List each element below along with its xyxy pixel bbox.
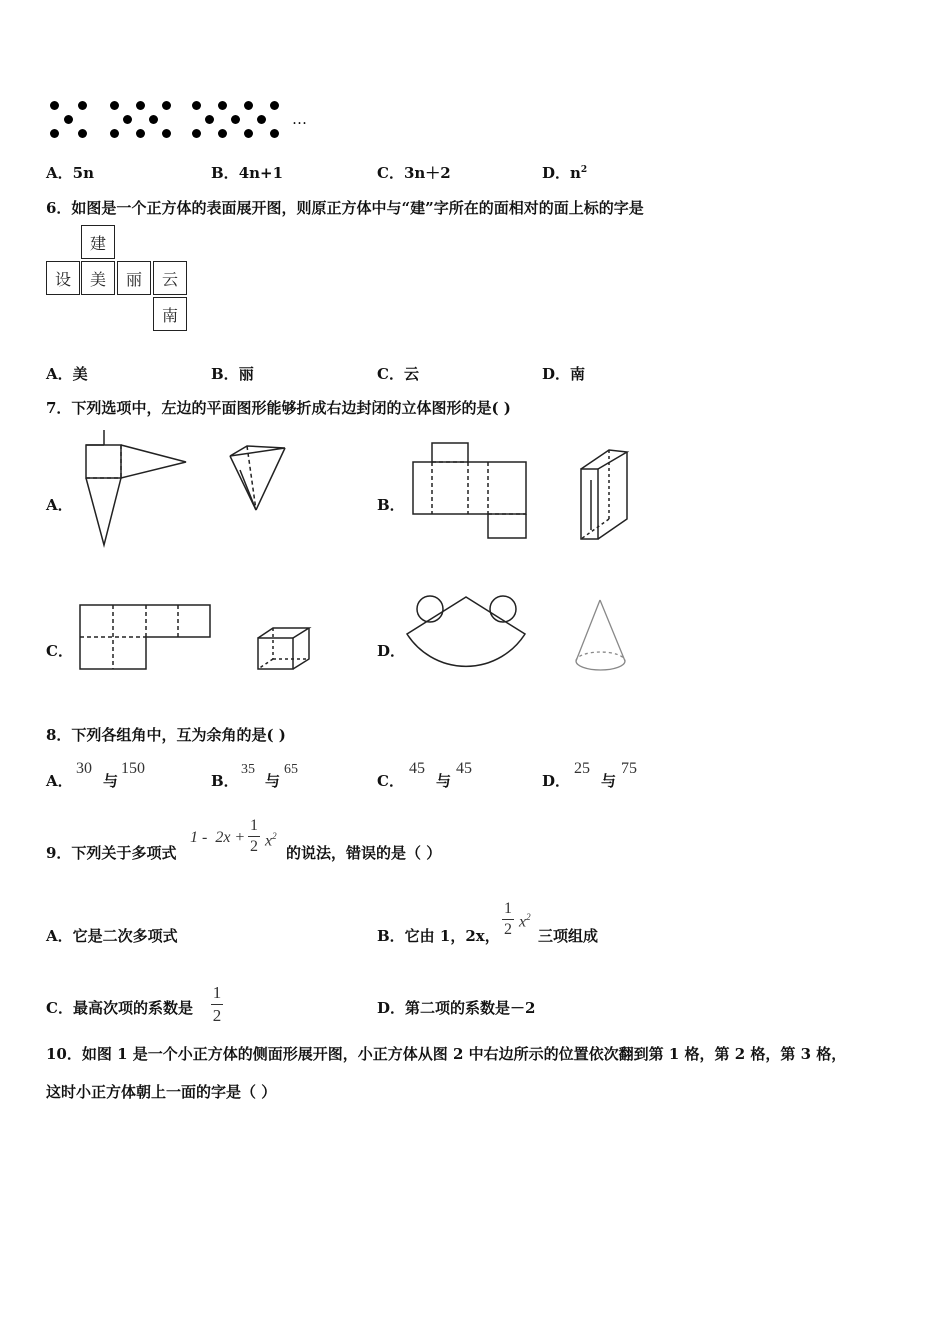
q8-option-c-letter[interactable]: C． <box>377 772 404 790</box>
fraction-denominator: 2 <box>504 921 512 938</box>
q8-joiner: 与 <box>265 772 281 790</box>
q9-x-squared <box>265 831 277 850</box>
q8-option-b-angle1: 35 <box>241 762 255 777</box>
q10-stem-line1: 10．如图 1 是一个小正方体的侧面形展开图，小正方体从图 2 中右边所示的位置依次翻到第 1 格，第 2 格，第 3 格， <box>46 1045 847 1063</box>
q9-option-c-fraction <box>211 983 223 1026</box>
option-letter: A． <box>46 164 73 182</box>
q8-option-b-angle2: 65 <box>284 762 298 777</box>
exponent: 2 <box>526 912 531 922</box>
fraction-numerator: 1 <box>504 900 512 917</box>
q7-option-d-label[interactable]: D． <box>377 642 406 660</box>
option-letter: C． <box>377 365 404 383</box>
q8-joiner: 与 <box>601 772 617 790</box>
q9-option-b-x-squared <box>519 912 531 931</box>
q9-stem-prefix: 9．下列关于多项式 <box>46 844 177 862</box>
q7-option-b-label[interactable]: B． <box>377 496 405 514</box>
exponent: 2 <box>272 831 277 841</box>
q8-option-c-angle1: 45 <box>409 760 425 777</box>
q9-option-b[interactable] <box>377 925 500 946</box>
fraction-numerator: 1 <box>212 983 222 1002</box>
option-text: 4n+1 <box>238 164 284 182</box>
fraction-bar <box>248 836 260 837</box>
net-cell: 云 <box>153 261 187 295</box>
fraction-bar <box>502 919 514 920</box>
option-text: 5n <box>72 164 94 182</box>
fraction-denominator: 2 <box>250 838 258 855</box>
variable: x <box>519 913 527 931</box>
option-letter: C． <box>377 164 404 182</box>
q8-joiner: 与 <box>436 772 452 790</box>
option-letter: D． <box>542 365 571 383</box>
fraction-denominator: 2 <box>212 1006 222 1025</box>
option-text: 美 <box>72 365 88 383</box>
q8-option-d-angle2: 75 <box>621 760 637 777</box>
option-text: n <box>570 164 581 182</box>
q7-option-c-label[interactable]: C． <box>46 642 73 660</box>
net-cell: 美 <box>81 261 115 295</box>
q9-stem-suffix: 的说法，错误的是（ ） <box>286 844 442 862</box>
q9-polynomial: 1 - 2x + <box>190 829 250 846</box>
option-letter: D． <box>542 164 571 182</box>
q9-option-b-fraction <box>502 900 514 939</box>
option-letter: B． <box>211 365 239 383</box>
q10-stem-line2: 这时小正方体朝上一面的字是（ ） <box>46 1083 277 1101</box>
net-cell-bottom: 南 <box>153 297 187 331</box>
q7-option-a-label[interactable]: A． <box>46 496 73 514</box>
option-superscript: 2 <box>580 165 588 175</box>
q8-stem: 8．下列各组角中，互为余角的是( ) <box>46 726 286 744</box>
q9-option-b-suffix: 三项组成 <box>538 927 599 945</box>
q6-stem: 6．如图是一个正方体的表面展开图，则原正方体中与“建”字所在的面相对的面上标的字是 <box>46 199 644 217</box>
q8-option-a-angle2: 150 <box>121 760 145 777</box>
q8-joiner: 与 <box>103 772 119 790</box>
q8-option-b-letter[interactable]: B． <box>211 772 239 790</box>
variable: x <box>265 832 273 850</box>
q7-stem: 7．下列选项中，左边的平面图形能够折成右边封闭的立体图形的是( ) <box>46 399 511 417</box>
option-letter: B． <box>211 164 239 182</box>
option-text: 丽 <box>238 365 254 383</box>
option-text: 南 <box>570 365 586 383</box>
net-cell: 丽 <box>117 261 151 295</box>
q8-option-c-angle2: 45 <box>456 760 472 777</box>
ellipsis: … <box>292 110 307 128</box>
option-letter: A． <box>46 365 73 383</box>
q9-half-fraction <box>248 817 260 856</box>
q8-option-a-angle1: 30 <box>76 760 92 777</box>
fraction-numerator: 1 <box>250 817 258 834</box>
q8-option-d-angle1: 25 <box>574 760 590 777</box>
net-cell: 设 <box>46 261 80 295</box>
option-text: 3n＋2 <box>403 164 451 182</box>
q8-option-a-letter[interactable]: A． <box>46 772 73 790</box>
q9-option-a[interactable]: A．它是二次多项式 <box>46 927 178 945</box>
q9-option-d[interactable]: D．第二项的系数是－2 <box>377 999 536 1017</box>
option-text: 云 <box>403 365 419 383</box>
option-text: B．它由 1，2x， <box>377 927 500 945</box>
q9-option-c[interactable]: C．最高次项的系数是 <box>46 999 193 1017</box>
fraction-bar <box>211 1004 223 1005</box>
q8-option-d-letter[interactable]: D． <box>542 772 571 790</box>
net-cell-top: 建 <box>81 225 115 259</box>
